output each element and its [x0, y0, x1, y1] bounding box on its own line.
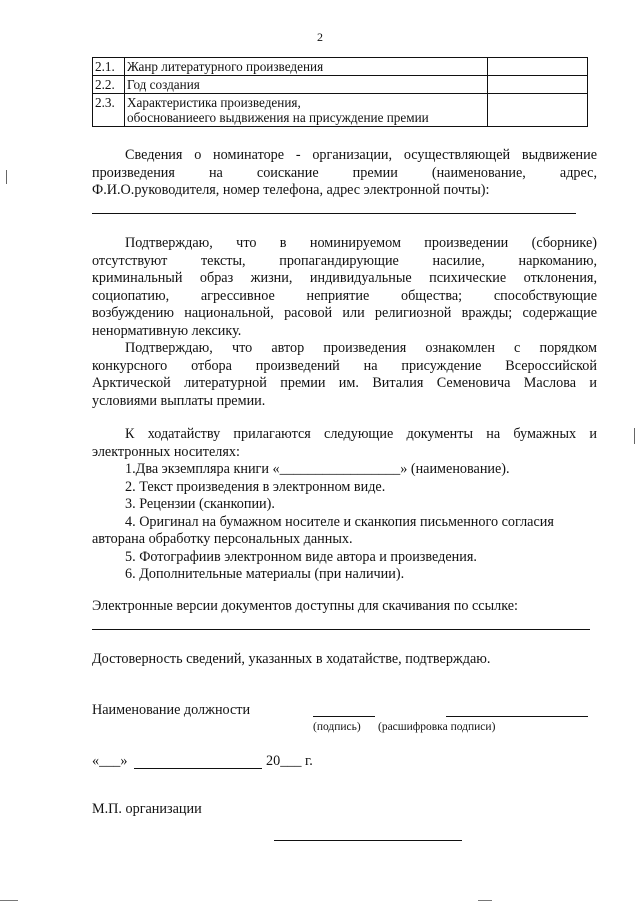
confirm2-line: Подтверждаю, что автор произведения ознакомлен с порядком: [125, 340, 597, 356]
confirm1-line: социопатию, агрессивное неприятие общества; способствующие: [92, 287, 597, 304]
date-year: 20___ г.: [266, 753, 313, 769]
stamp-label: М.П. организации: [92, 801, 202, 817]
signature-caption: (подпись): [313, 721, 361, 733]
confirm1-line: возбуждению национальной, расовой или религиозной вражды; содержащие: [92, 305, 597, 321]
attachment-item: 3. Рецензии (сканкопии).: [125, 496, 275, 512]
date-month-line: [134, 768, 262, 769]
attachments-intro-line2: электронных носителях:: [92, 443, 240, 460]
position-label: Наименование должности: [92, 702, 251, 718]
accuracy-text: Достоверность сведений, указанных в ходатайстве, подтверждаю.: [92, 651, 491, 667]
attachments-intro-line1: К ходатайству прилагаются следующие документы на бумажных и: [125, 426, 597, 442]
row-number: 2.2.: [93, 76, 125, 94]
signature-line: [313, 716, 375, 717]
scan-mark-bottom-right: [478, 900, 492, 901]
confirm1-line: отсутствуют тексты, пропагандирующие насилие, наркоманию,: [92, 252, 597, 269]
table-row: [93, 94, 588, 127]
row-value: [488, 58, 588, 76]
attachment-item: авторана обработку персональных данных.: [92, 531, 353, 547]
row-label: Год создания: [125, 76, 488, 94]
date-day: «___»: [92, 753, 128, 769]
decoding-caption: (расшифровка подписи): [378, 721, 496, 733]
attachment-item: 5. Фотографиив электронном виде автора и произведения.: [125, 548, 477, 565]
table-row: [93, 76, 588, 94]
confirm2-line: конкурсного отбора произведений на присуждение Всероссийской: [92, 357, 597, 374]
row-value: [488, 94, 588, 127]
row-label-multiline: [125, 94, 488, 127]
row-number: 2.1.: [93, 58, 125, 76]
attachment-item: 6. Дополнительные материалы (при наличии).: [125, 566, 405, 582]
confirm1-line: Подтверждаю, что в номинируемом произведении (сборнике): [125, 235, 597, 251]
scan-mark-bottom-left: [0, 900, 18, 901]
attachment-item: 2. Текст произведения в электронном виде.: [125, 478, 386, 495]
page-number: 2: [317, 30, 323, 44]
confirm1-line: криминальный образ жизни, индивидуальные психические отклонения,: [92, 270, 597, 286]
confirmation-content-block: [92, 235, 597, 410]
attachment-item: 1.Два экземпляра книги «_________________» (наименование).: [125, 461, 510, 477]
table-row: [93, 58, 588, 76]
nominator-block: [92, 147, 597, 200]
nomination-table: [92, 57, 588, 127]
row-label: Жанр литературного произведения: [125, 58, 488, 76]
row-number: 2.3.: [93, 94, 125, 127]
row-value: [488, 76, 588, 94]
confirm2-line: условиями выплаты премии.: [92, 392, 266, 409]
scan-mark-right: [634, 428, 635, 444]
row-label-line1: Характеристика произведения,: [127, 95, 301, 110]
stamp-line: [274, 840, 462, 841]
nominator-line2: произведения на соискание премии (наименование, адрес,: [92, 164, 597, 181]
nominator-line1: Сведения о номинаторе - организации, осуществляющей выдвижение: [125, 147, 597, 163]
confirm2-line: Арктической литературной премии им. Виталия Семеновича Маслова и: [92, 375, 597, 391]
confirm1-line: ненормативную лексику.: [92, 322, 242, 339]
links-answer-line: [92, 629, 590, 630]
row-label-line2: обоснованиеего выдвижения на присуждение премии: [127, 110, 429, 125]
attachment-item: 4. Оригинал на бумажном носителе и сканкопия письменного согласия: [125, 513, 554, 530]
nominator-line3: Ф.И.О.руководителя, номер телефона, адрес электронной почты):: [92, 182, 490, 198]
scan-mark-left: [6, 170, 7, 184]
decoding-line: [446, 716, 588, 717]
links-text: Электронные версии документов доступны для скачивания по ссылке:: [92, 598, 518, 614]
nominator-answer-line: [92, 213, 576, 214]
attachments-block: [92, 426, 597, 584]
